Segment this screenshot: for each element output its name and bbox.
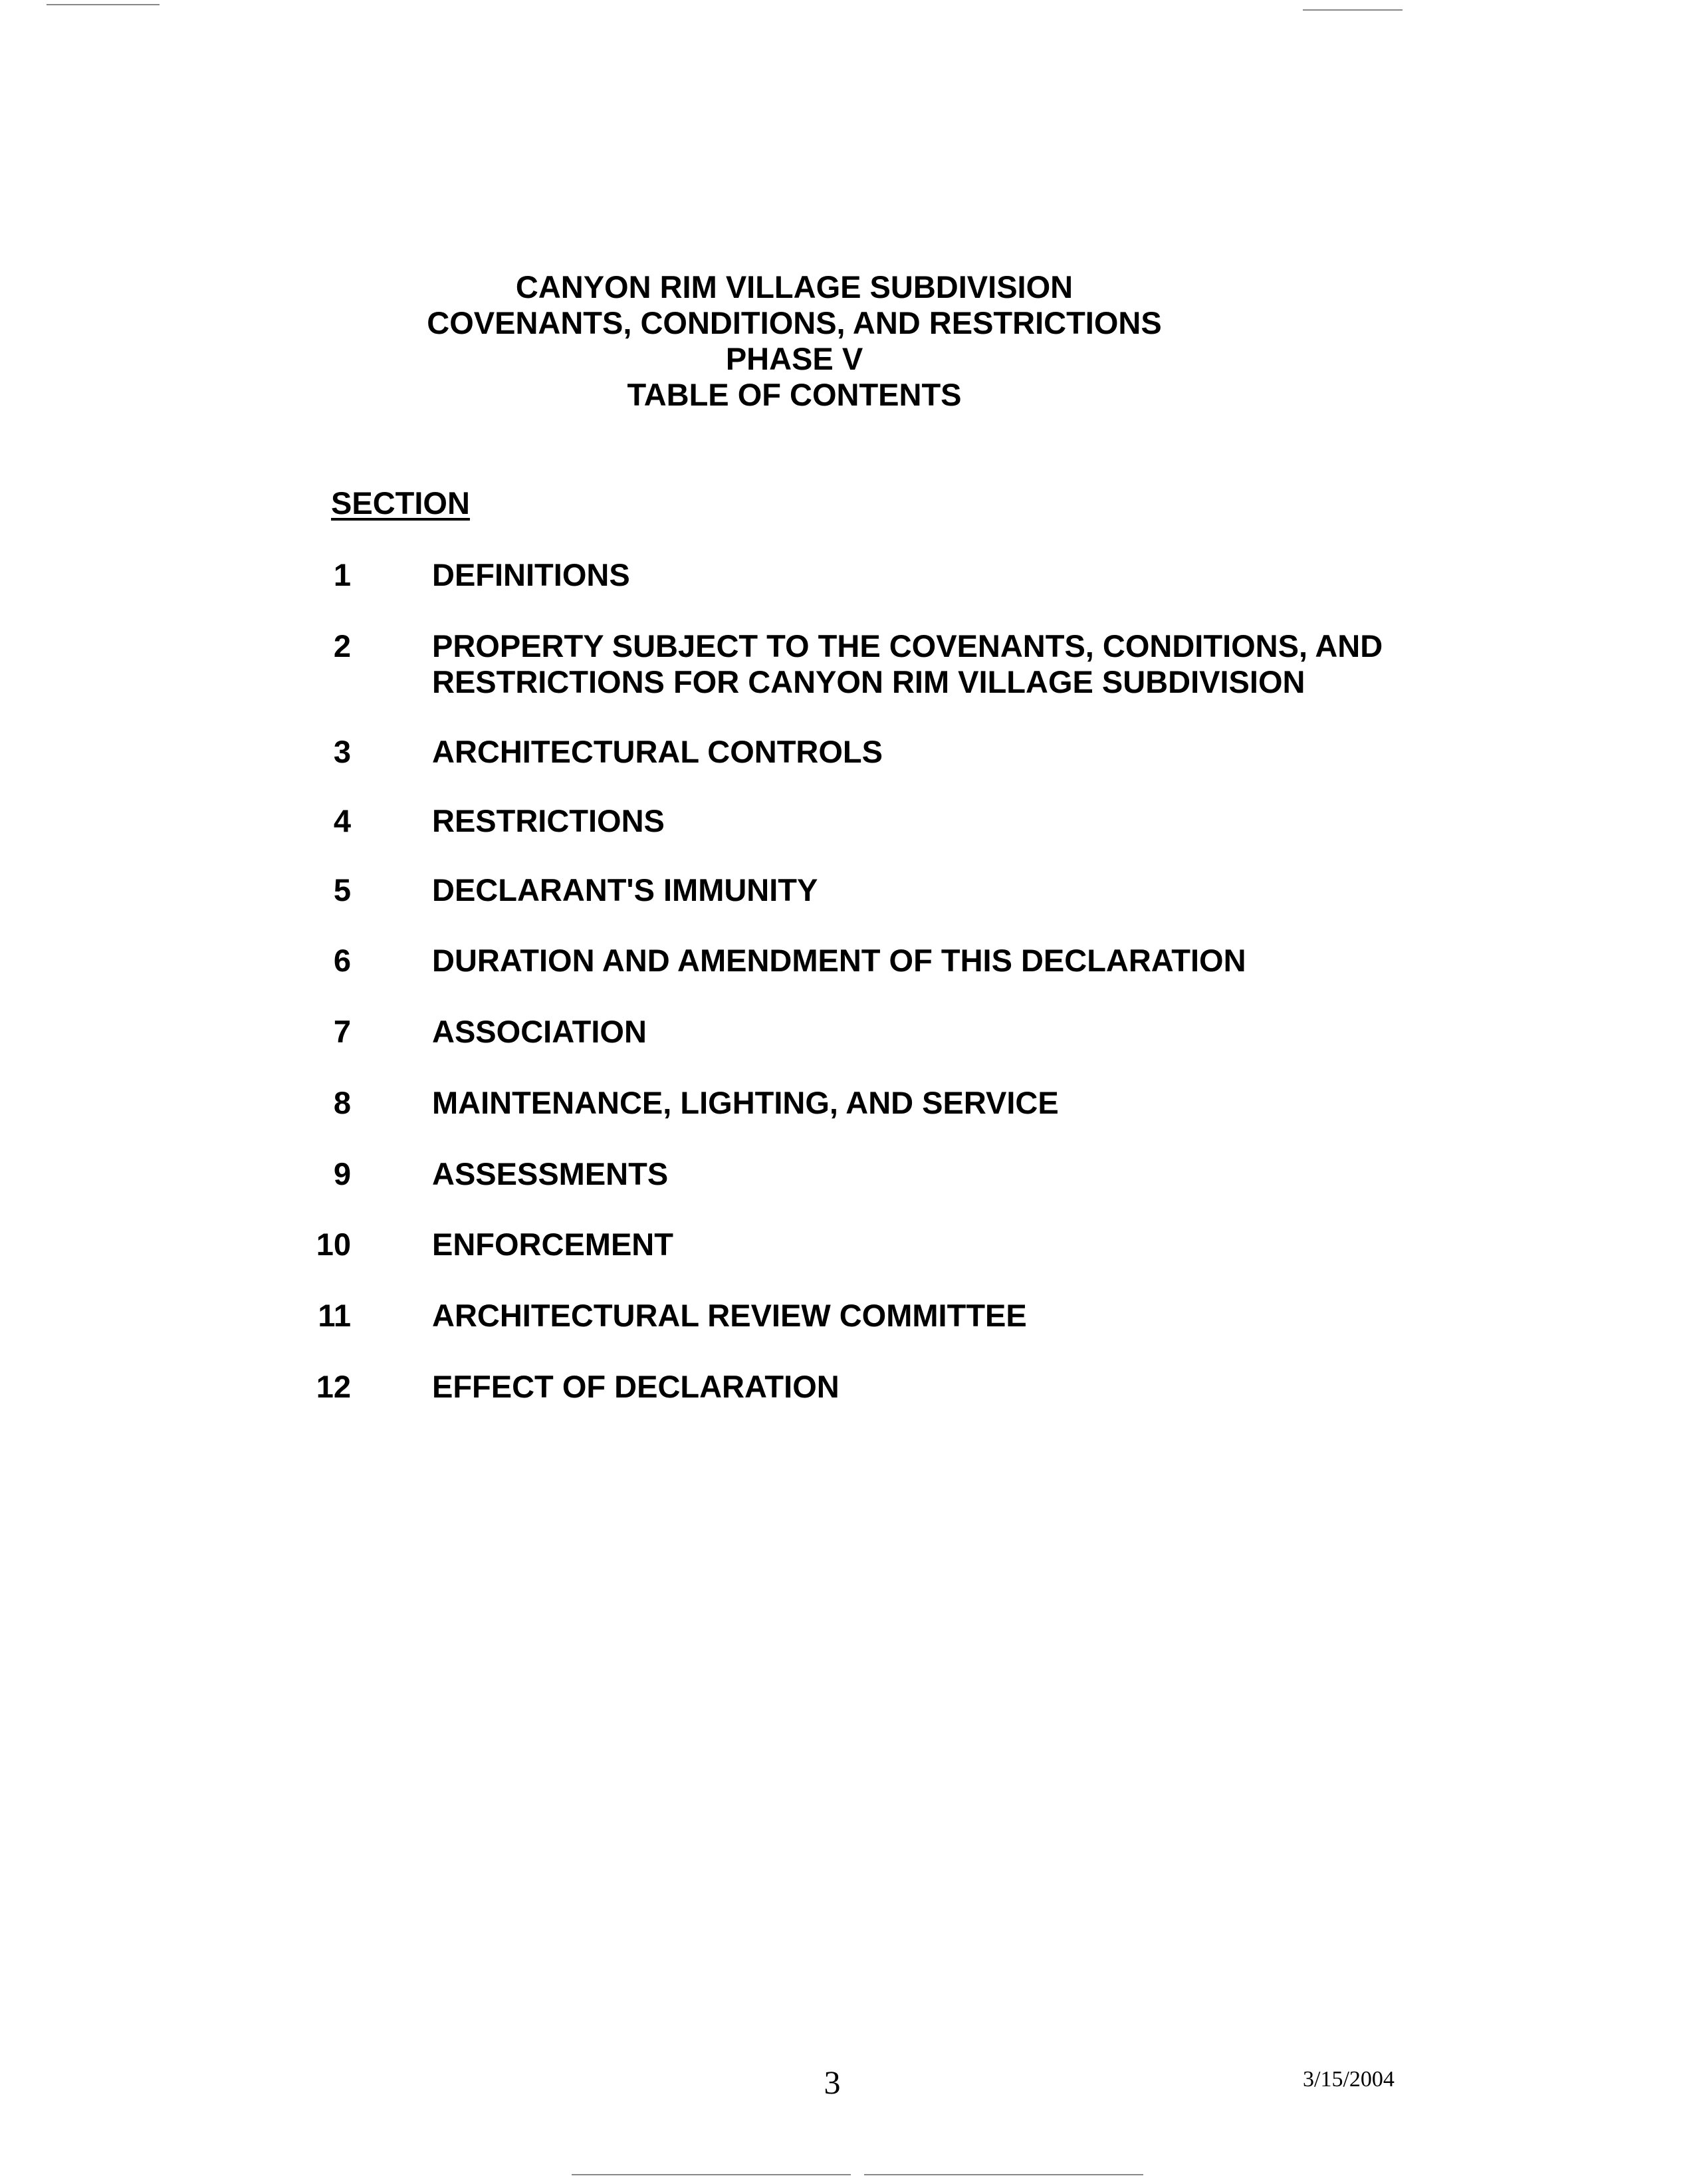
toc-item-label: ARCHITECTURAL REVIEW COMMITTEE <box>432 1298 1027 1333</box>
toc-item-label: MAINTENANCE, LIGHTING, AND SERVICE <box>432 1085 1059 1120</box>
toc-item-number: 4 <box>333 803 351 838</box>
toc-item-number: 11 <box>318 1298 351 1333</box>
scan-artifact <box>572 2174 851 2175</box>
toc-item-number: 10 <box>316 1227 351 1262</box>
scan-artifact <box>864 2174 1143 2175</box>
toc-item-label: PROPERTY SUBJECT TO THE COVENANTS, CONDITIONS, AND RESTRICTIONS FOR CANYON RIM VILLAGE SUBDIVISION <box>432 628 1383 699</box>
toc-item-number: 5 <box>333 872 351 908</box>
title-line-2: COVENANTS, CONDITIONS, AND RESTRICTIONS <box>427 305 1162 340</box>
page-number: 3 <box>824 2064 841 2101</box>
toc-item-label: ARCHITECTURAL CONTROLS <box>432 734 883 769</box>
document-date: 3/15/2004 <box>1303 2067 1395 2092</box>
toc-item-number: 8 <box>333 1085 351 1120</box>
toc-item-number: 3 <box>333 734 351 769</box>
document-title <box>0 269 1589 413</box>
toc-item-label: DURATION AND AMENDMENT OF THIS DECLARATION <box>432 943 1246 978</box>
toc-item-number: 9 <box>333 1156 351 1191</box>
toc-item-label: ENFORCEMENT <box>432 1227 673 1262</box>
toc-item-label: EFFECT OF DECLARATION <box>432 1369 840 1404</box>
scan-artifact <box>1303 9 1403 11</box>
scan-artifact <box>47 4 160 5</box>
toc-item-label: DEFINITIONS <box>432 557 630 592</box>
toc-item-number: 1 <box>333 557 351 592</box>
toc-item-label: DECLARANT'S IMMUNITY <box>432 872 818 908</box>
toc-item-number: 2 <box>333 628 351 664</box>
toc-item-label: RESTRICTIONS <box>432 803 665 838</box>
toc-item-number: 7 <box>333 1014 351 1049</box>
toc-item-label: ASSOCIATION <box>432 1014 647 1049</box>
title-line-1: CANYON RIM VILLAGE SUBDIVISION <box>515 269 1073 304</box>
section-heading: SECTION <box>331 485 470 521</box>
title-line-4: TABLE OF CONTENTS <box>627 377 962 412</box>
toc-item-label: ASSESSMENTS <box>432 1156 669 1191</box>
toc-item-number: 6 <box>333 943 351 978</box>
title-line-3: PHASE V <box>725 341 863 376</box>
toc-item-number: 12 <box>316 1369 351 1404</box>
